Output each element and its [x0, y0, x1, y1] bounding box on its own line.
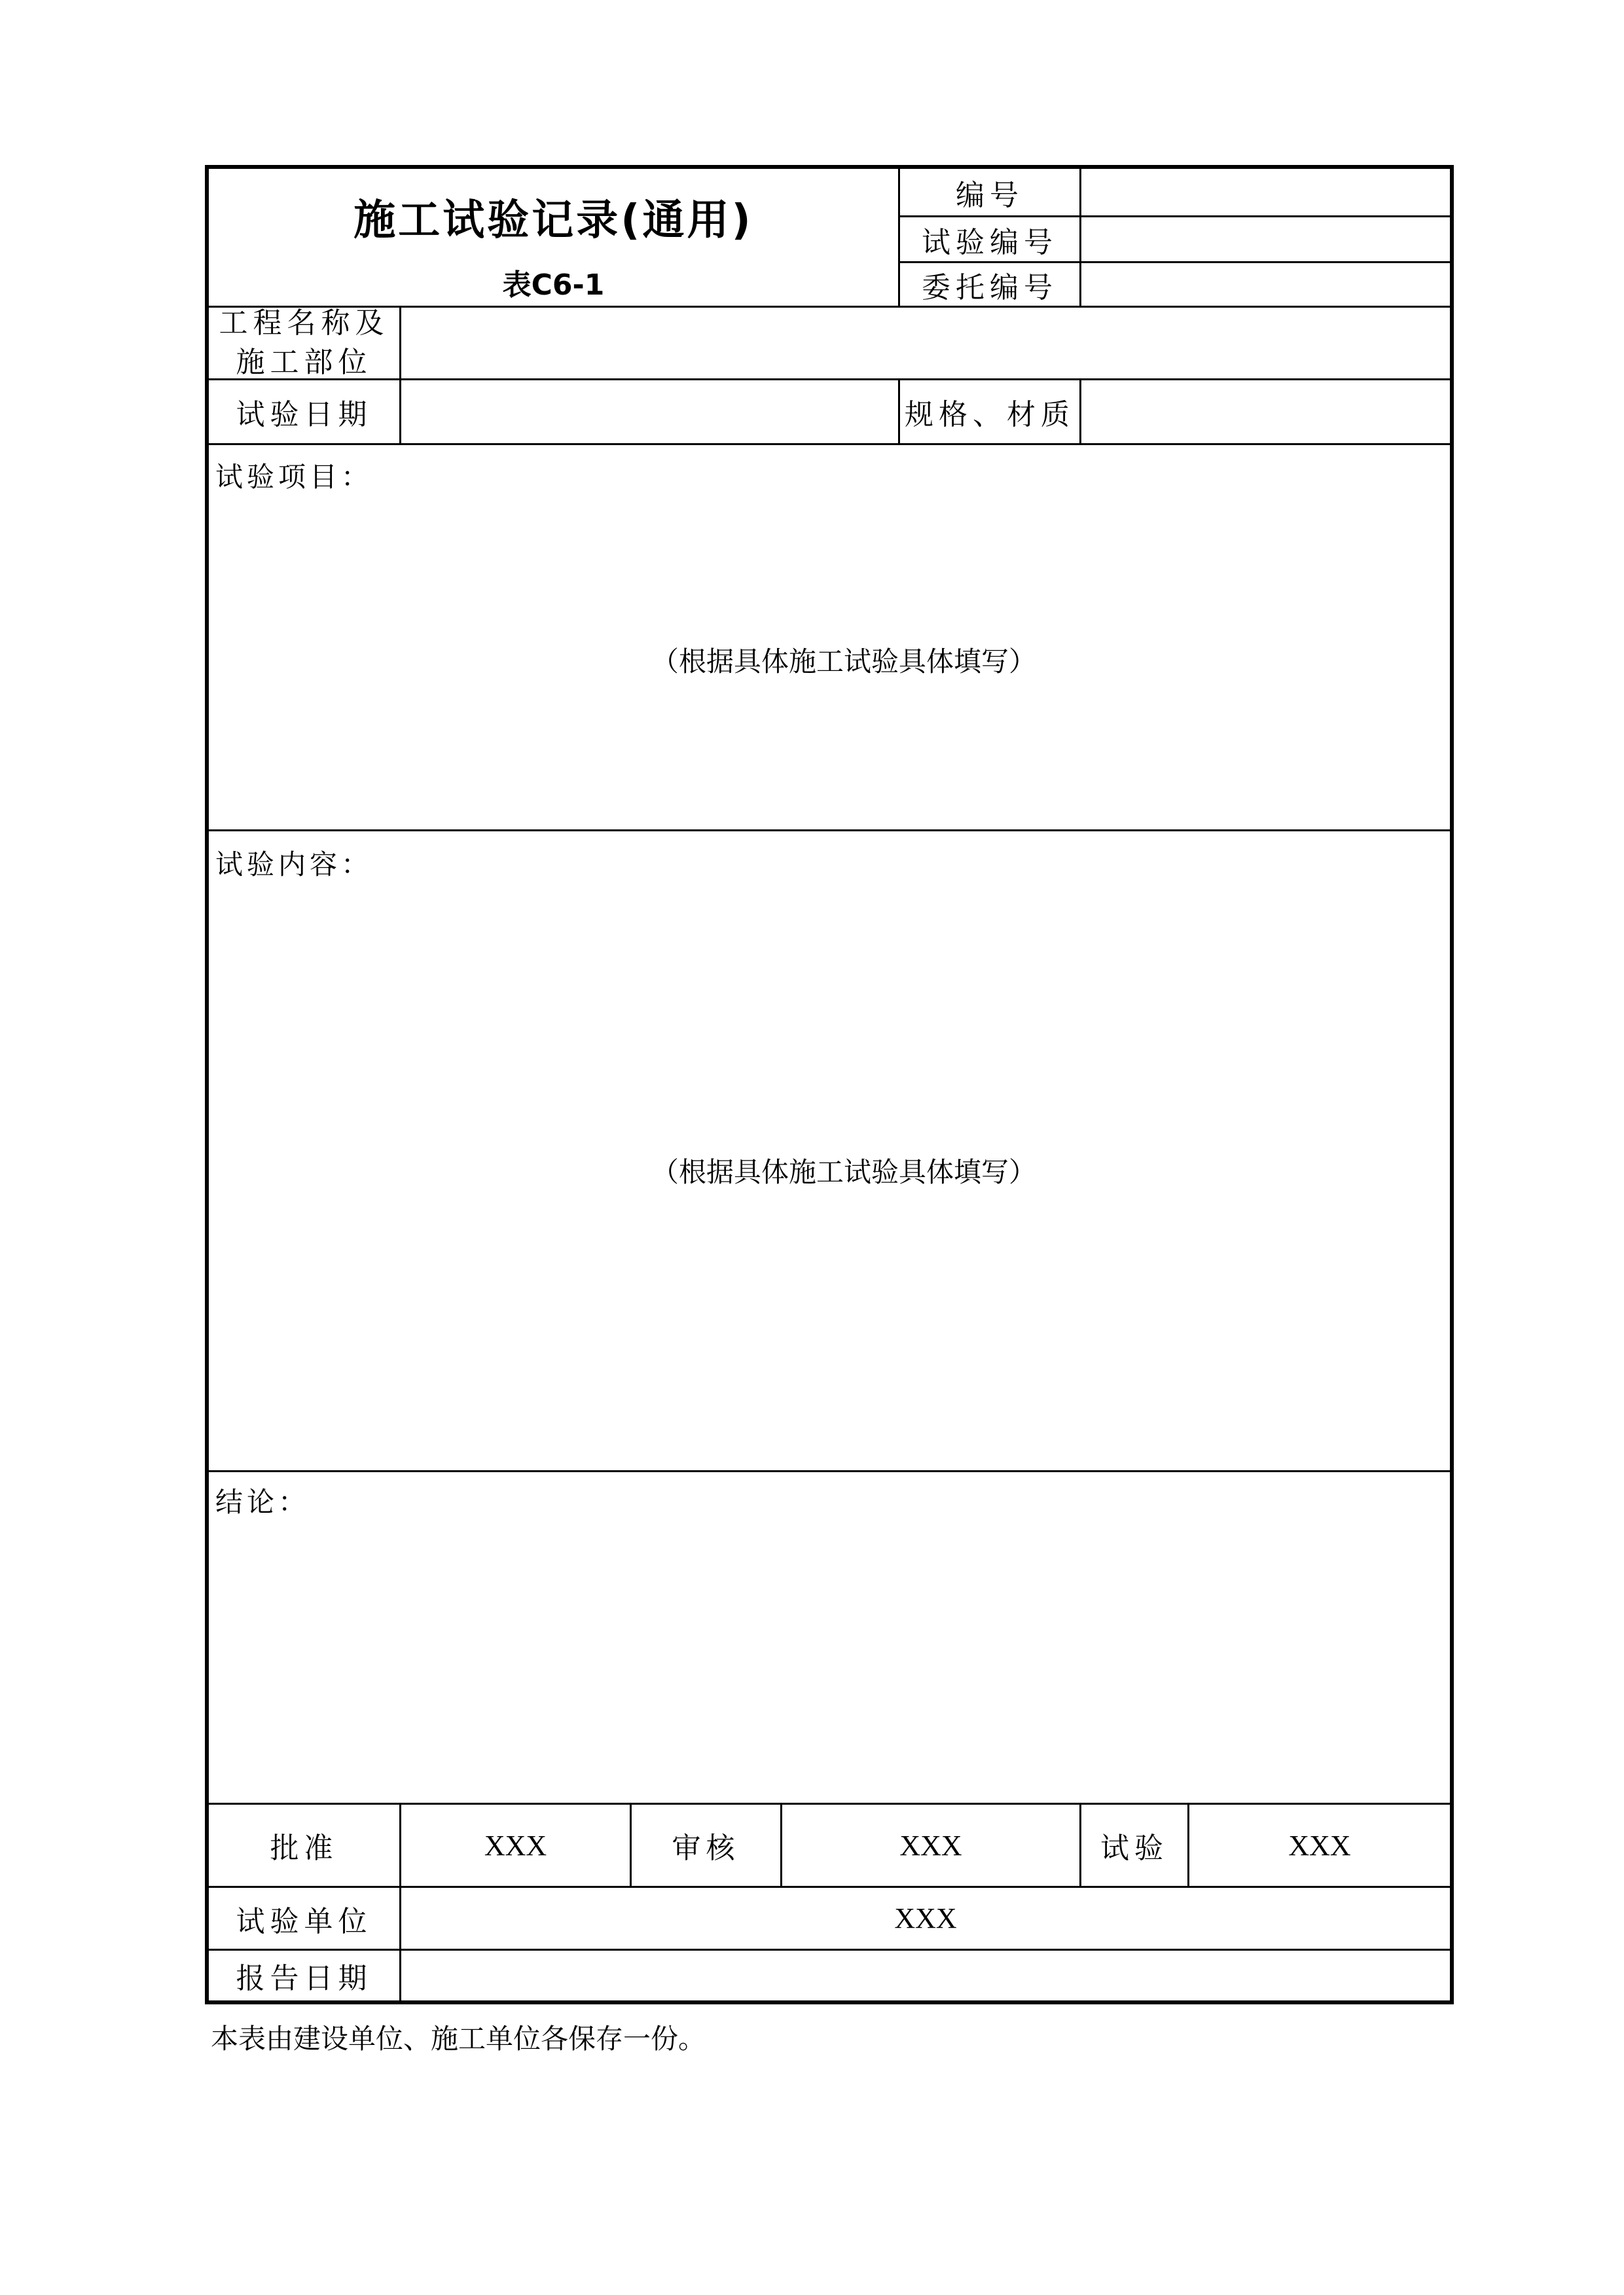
report-date-label: 报告日期 [236, 1962, 372, 1995]
rule-items-bottom [209, 829, 1450, 831]
project-label-line1: 工程名称及 [219, 306, 389, 340]
project-label [209, 308, 399, 378]
rule-content-bottom [209, 1470, 1450, 1472]
spec-label: 规格、材质 [905, 398, 1075, 431]
approve-label: 批准 [270, 1832, 338, 1865]
items-hint: （根据具体施工试验具体填写） [651, 645, 1036, 678]
conclusion-label: 结论： [215, 1486, 310, 1518]
conclusion-value[interactable] [215, 1524, 1443, 1792]
footer-note: 本表由建设单位、施工单位各保存一份。 [211, 2023, 706, 2055]
unit-value[interactable]: XXX [894, 1902, 957, 1934]
test-date-value[interactable] [401, 380, 898, 443]
project-label-line2: 施工部位 [236, 346, 372, 379]
code-label: 编号 [956, 178, 1024, 212]
review-value[interactable]: XXX [899, 1829, 962, 1862]
commission-no-value[interactable] [1081, 263, 1450, 306]
commission-no-label: 委托编号 [922, 270, 1058, 304]
content-hint: （根据具体施工试验具体填写） [651, 1156, 1036, 1188]
project-value[interactable] [401, 308, 1450, 378]
test-no-value[interactable] [1081, 217, 1450, 261]
test-record-form [205, 165, 1454, 2004]
form-title: 施工试验记录(通用) [353, 196, 753, 245]
test-date-label: 试验日期 [236, 398, 372, 431]
rule-date-bottom [209, 443, 1450, 445]
review-label: 审核 [672, 1832, 740, 1865]
form-code: 表C6-1 [502, 268, 605, 302]
items-label: 试验项目： [215, 461, 373, 493]
tester-value[interactable]: XXX [1288, 1829, 1351, 1862]
spec-value[interactable] [1081, 380, 1450, 443]
approve-value[interactable]: XXX [484, 1829, 547, 1862]
report-date-value[interactable] [401, 1951, 1450, 2000]
test-no-label: 试验编号 [922, 225, 1058, 259]
content-label: 试验内容： [215, 848, 373, 880]
code-value[interactable] [1081, 169, 1450, 215]
unit-label: 试验单位 [236, 1904, 372, 1938]
tester-label: 试验 [1100, 1832, 1168, 1865]
